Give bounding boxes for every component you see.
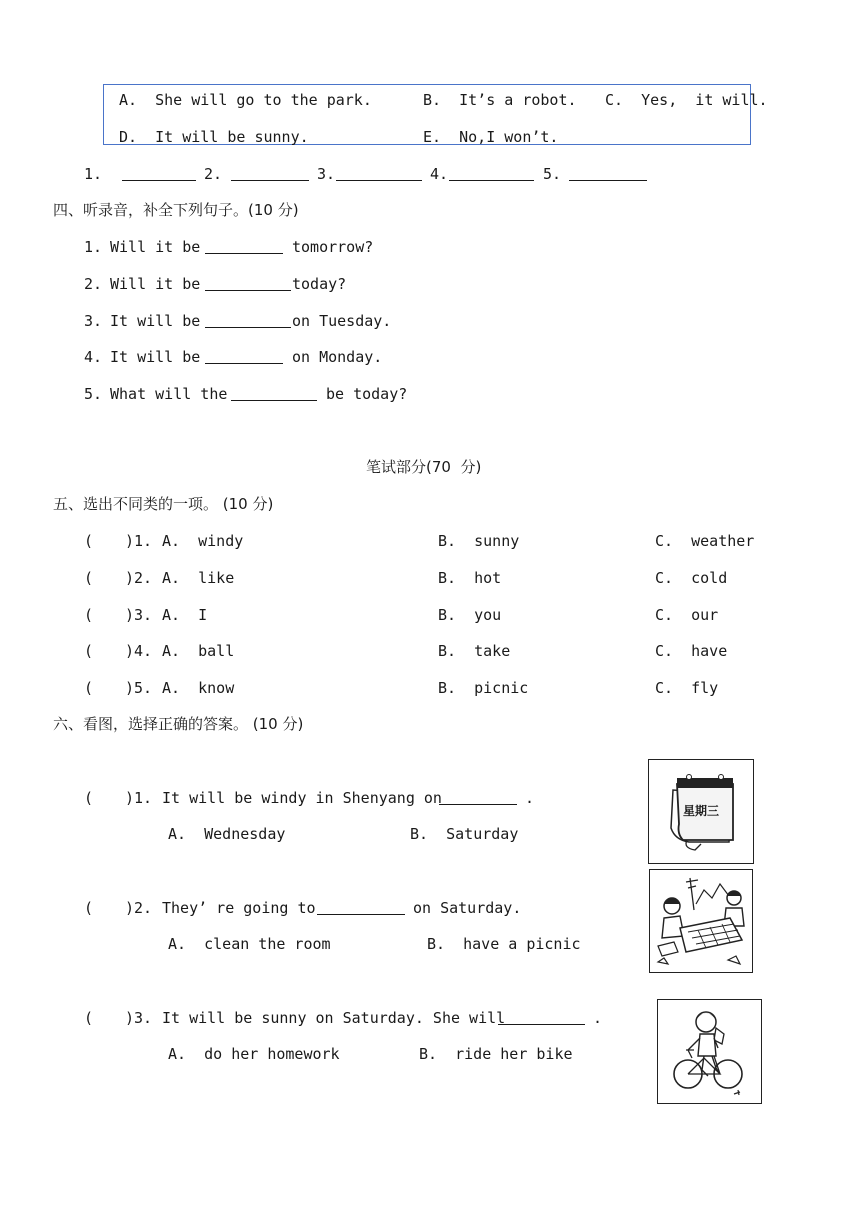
option-a: A. She will go to the park.: [119, 91, 372, 109]
choice-b: B. have a picnic: [427, 935, 581, 953]
written-part-heading: 笔试部分(70 分): [366, 458, 482, 476]
answer-blank-4[interactable]: [449, 166, 534, 181]
answer-num-5: 5.: [543, 165, 562, 183]
answer-num-3: 3.: [317, 165, 336, 183]
fill-blank[interactable]: [439, 790, 517, 805]
picnic-illustration: [650, 870, 751, 971]
option-b: B. It’s a robot.: [423, 91, 577, 109]
section4-title: 四、听录音，补全下列句子。(10 分): [53, 201, 299, 219]
choice-c: C. our: [655, 606, 719, 624]
bike-picture: [657, 999, 762, 1104]
fill-blank[interactable]: [498, 1010, 585, 1025]
choice-a: A. ball: [162, 642, 235, 660]
calendar-label: 星期三: [683, 804, 720, 818]
choice-a: A. know: [162, 679, 235, 697]
choice-b: B. picnic: [438, 679, 529, 697]
choice-c: C. fly: [655, 679, 719, 697]
fill-blank[interactable]: [205, 276, 291, 291]
fill-blank[interactable]: [317, 900, 405, 915]
choice-b: B. take: [438, 642, 511, 660]
answer-num-1: 1.: [84, 165, 103, 183]
choice-b: B. Saturday: [410, 825, 519, 843]
choice-a: A. windy: [162, 532, 244, 550]
fill-blank[interactable]: [205, 239, 283, 254]
question-text: It will be windy in Shenyang on: [162, 789, 442, 807]
option-c: C. Yes, it will.: [605, 91, 768, 109]
choice-c: C. cold: [655, 569, 728, 587]
section5-title: 五、选出不同类的一项。 (10 分): [53, 495, 274, 513]
choice-a: A. I: [162, 606, 208, 624]
fill-blank[interactable]: [205, 313, 291, 328]
section6-title: 六、看图，选择正确的答案。 (10 分): [53, 715, 304, 733]
fill-blank[interactable]: [231, 386, 317, 401]
question-text: They’ re going to: [162, 899, 316, 917]
choice-c: C. have: [655, 642, 728, 660]
answer-num-4: 4.: [430, 165, 449, 183]
answer-blank-3[interactable]: [336, 166, 422, 181]
choice-c: C. weather: [655, 532, 755, 550]
question-text: It will be sunny on Saturday. She will: [162, 1009, 506, 1027]
girl-riding-bike-illustration: [658, 1000, 760, 1102]
answer-blank-1[interactable]: [122, 166, 196, 181]
option-e: E. No,I won’t.: [423, 128, 559, 146]
fill-blank[interactable]: [205, 349, 283, 364]
picnic-picture: [649, 869, 753, 973]
answer-blank-5[interactable]: [569, 166, 647, 181]
choice-b: B. you: [438, 606, 502, 624]
choice-a: A. Wednesday: [168, 825, 286, 843]
choice-b: B. hot: [438, 569, 502, 587]
option-d: D. It will be sunny.: [119, 128, 309, 146]
calendar-picture: [648, 759, 754, 864]
choice-a: A. clean the room: [168, 935, 331, 953]
choice-b: B. sunny: [438, 532, 520, 550]
choice-b: B. ride her bike: [419, 1045, 573, 1063]
answer-blank-2[interactable]: [231, 166, 309, 181]
choice-a: A. do her homework: [168, 1045, 340, 1063]
choice-a: A. like: [162, 569, 235, 587]
answer-num-2: 2.: [204, 165, 223, 183]
